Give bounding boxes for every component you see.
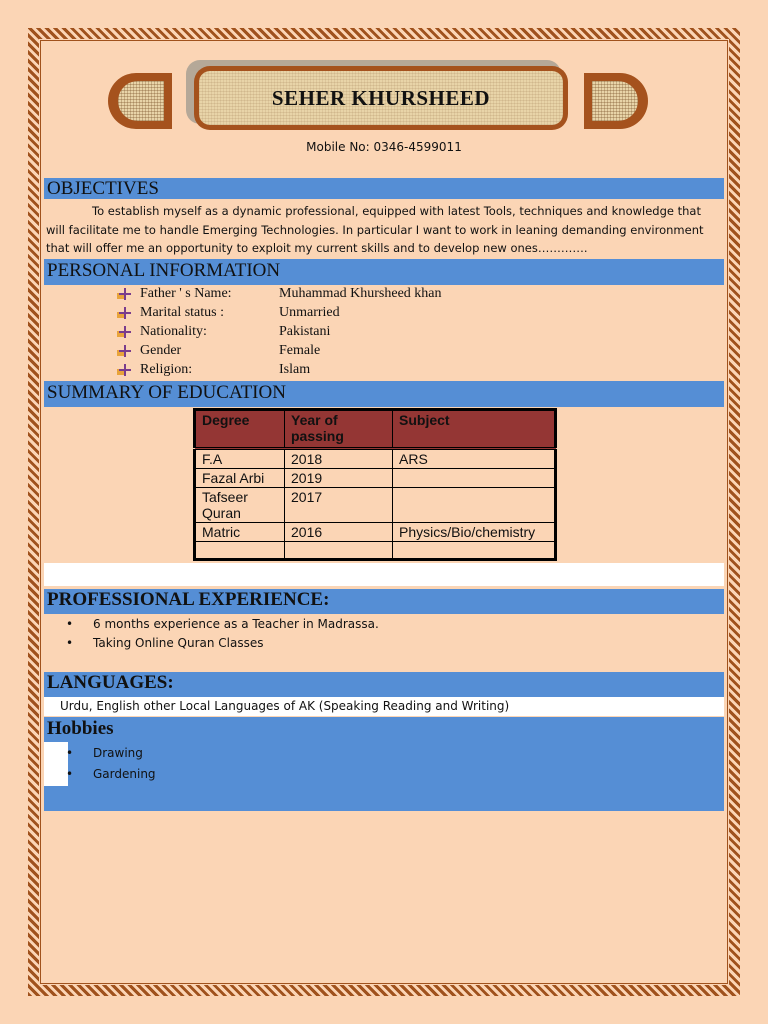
info-row-father bbox=[116, 284, 442, 303]
table-row bbox=[195, 523, 556, 542]
languages-text: Urdu, English other Local Languages of AK (Speaking Reading and Writing) bbox=[60, 699, 510, 713]
info-label: Gender bbox=[140, 342, 182, 358]
table-cell: F.A bbox=[195, 449, 285, 469]
languages-heading: LANGUAGES: bbox=[47, 672, 174, 693]
table-cell: 2016 bbox=[285, 523, 393, 542]
info-label: Religion: bbox=[140, 361, 193, 377]
table-row bbox=[195, 488, 556, 523]
mobile-number: Mobile No: 0346-4599011 bbox=[306, 140, 462, 154]
hobbies-list bbox=[66, 743, 156, 785]
info-value: Unmarried bbox=[279, 304, 340, 320]
list-item: • Drawing bbox=[66, 743, 156, 764]
info-row-marital bbox=[116, 303, 340, 322]
table-header-cell: Degree bbox=[195, 410, 285, 449]
table-header-row bbox=[195, 410, 556, 449]
table-cell bbox=[393, 542, 556, 560]
title-banner bbox=[194, 66, 568, 130]
objectives-heading: OBJECTIVES bbox=[47, 178, 159, 199]
hobbies-marker-strip bbox=[44, 742, 68, 786]
table-header-cell: Year of passing bbox=[285, 410, 393, 449]
spacer-band bbox=[44, 563, 724, 586]
plus-bullet-icon bbox=[116, 325, 132, 339]
table-cell: 2019 bbox=[285, 469, 393, 488]
table-header-cell: Subject bbox=[393, 410, 556, 449]
info-value: Female bbox=[279, 342, 321, 358]
table-cell bbox=[393, 469, 556, 488]
info-row-nationality bbox=[116, 322, 330, 341]
table-row bbox=[195, 469, 556, 488]
plus-bullet-icon bbox=[116, 363, 132, 377]
table-cell: Fazal Arbi bbox=[195, 469, 285, 488]
list-item: • 6 months experience as a Teacher in Madrassa. bbox=[66, 615, 379, 634]
personal-info-heading: PERSONAL INFORMATION bbox=[47, 260, 281, 281]
education-table bbox=[193, 408, 557, 561]
info-label: Marital status : bbox=[140, 304, 224, 320]
info-row-gender bbox=[116, 341, 320, 360]
table-cell bbox=[285, 542, 393, 560]
info-row-religion bbox=[116, 360, 310, 379]
banner-right-cap bbox=[584, 73, 648, 129]
candidate-name: SEHER KHURSHEED bbox=[271, 85, 491, 110]
table-cell: Tafseer Quran bbox=[195, 488, 285, 523]
table-row bbox=[195, 542, 556, 560]
table-cell: 2017 bbox=[285, 488, 393, 523]
table-cell: 2018 bbox=[285, 449, 393, 469]
experience-heading: PROFESSIONAL EXPERIENCE: bbox=[47, 589, 330, 610]
info-label: Nationality: bbox=[140, 323, 207, 339]
list-item: • Taking Online Quran Classes bbox=[66, 634, 379, 653]
experience-list bbox=[66, 615, 379, 653]
list-item: • Gardening bbox=[66, 764, 156, 785]
education-heading: SUMMARY OF EDUCATION bbox=[47, 382, 286, 403]
info-value: Islam bbox=[279, 361, 311, 377]
banner-left-cap bbox=[108, 73, 172, 129]
table-row bbox=[195, 449, 556, 469]
info-value: Pakistani bbox=[279, 323, 331, 339]
plus-bullet-icon bbox=[116, 287, 132, 301]
table-cell: Physics/Bio/chemistry bbox=[393, 523, 556, 542]
table-cell bbox=[195, 542, 285, 560]
objectives-text: To establish myself as a dynamic professional, equipped with latest Tools, techniques and knowledge that will facilitate me to handle Emerging Technologies. In particular I want to work in leaning demanding environment that will offer me an opportunity to exploit my current skills and to develop new ones…………. bbox=[46, 204, 704, 255]
table-cell: ARS bbox=[393, 449, 556, 469]
table-cell: Matric bbox=[195, 523, 285, 542]
plus-bullet-icon bbox=[116, 344, 132, 358]
table-cell bbox=[393, 488, 556, 523]
info-value: Muhammad Khursheed khan bbox=[279, 285, 442, 301]
info-label: Father ' s Name: bbox=[140, 285, 232, 301]
hobbies-heading: Hobbies bbox=[47, 718, 114, 739]
plus-bullet-icon bbox=[116, 306, 132, 320]
